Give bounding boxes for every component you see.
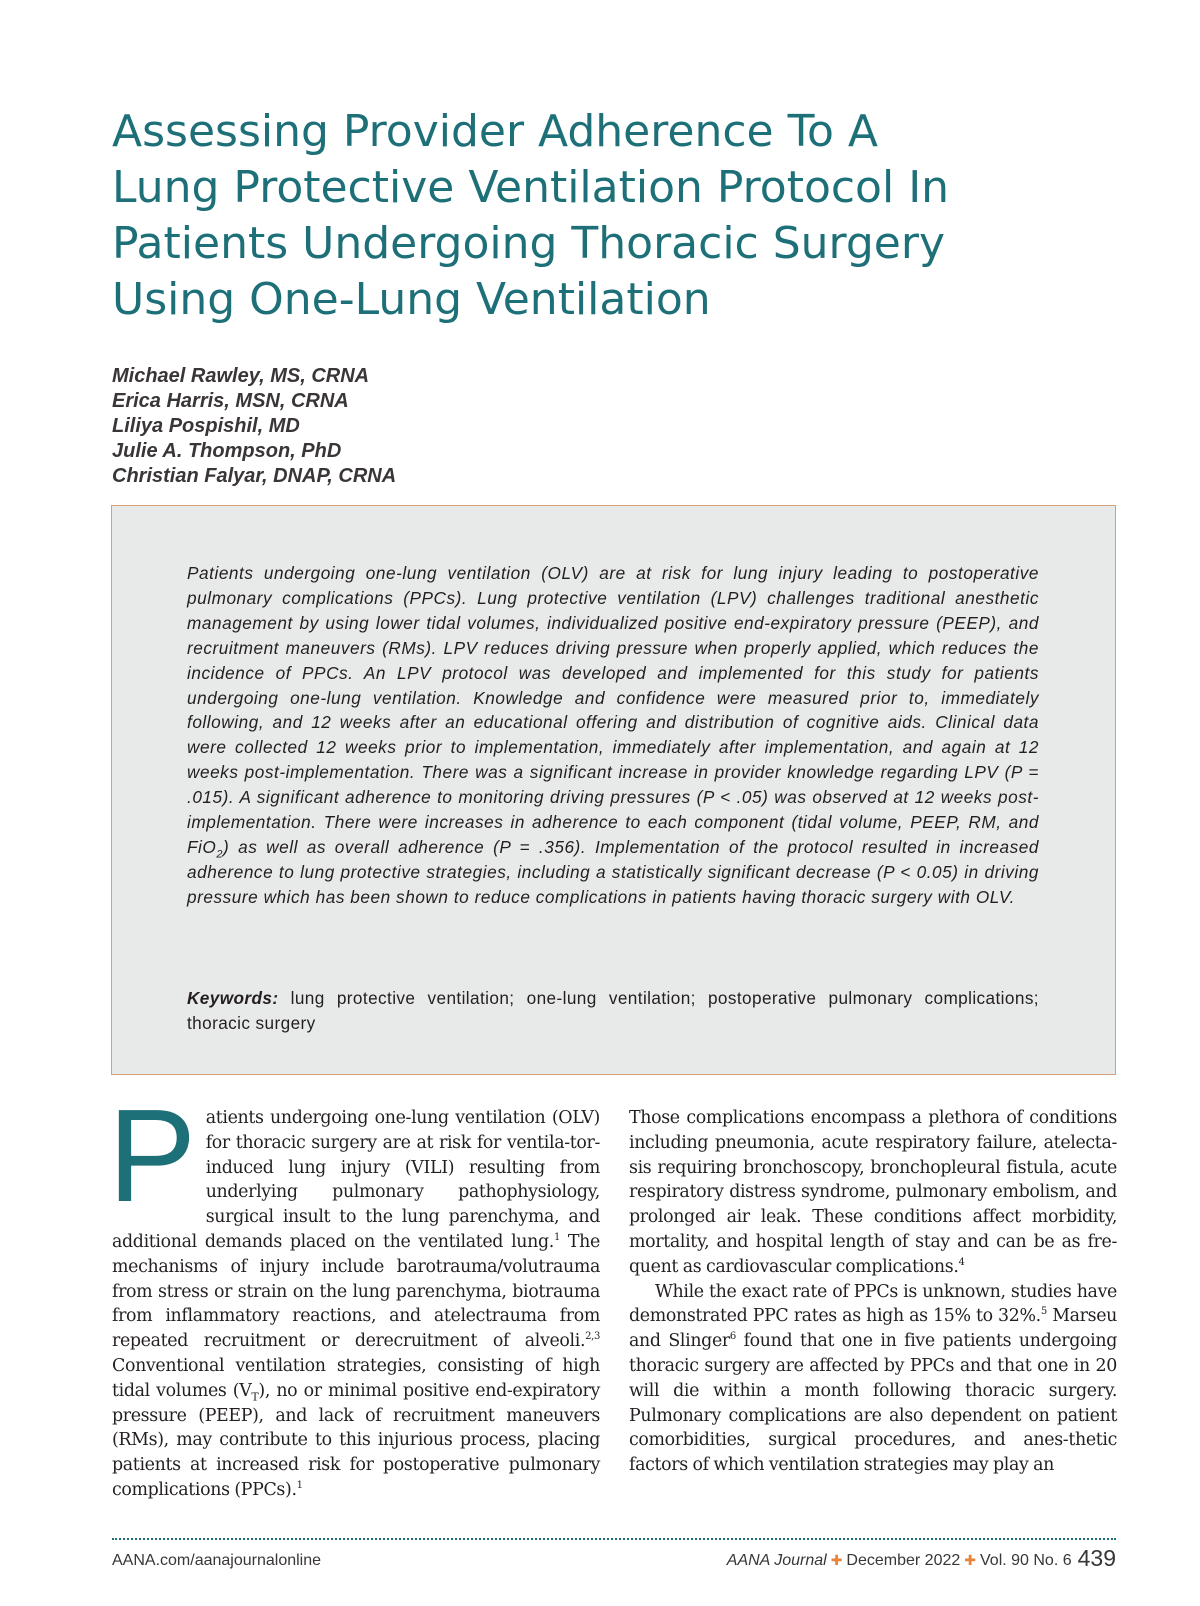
citation-ref: 4: [958, 1256, 965, 1268]
citation-ref: 1: [553, 1231, 560, 1243]
citation-ref: 6: [729, 1331, 736, 1343]
article-title: [112, 104, 1072, 328]
separator-icon: ✚: [830, 1552, 843, 1568]
author: Liliya Pospishil, MD: [112, 415, 300, 437]
vt-subscript: T: [251, 1390, 259, 1404]
keywords-label: Keywords:: [187, 988, 279, 1008]
body-text: The mechanisms of injury include barotrauma/volutrauma from stress or strain on the lung parenchyma, biotrauma from inflammatory reactions, and atelectrauma from repeated recruitment or derecruitment of alveoli.: [112, 1231, 600, 1352]
fio2-subscript: 2: [216, 848, 224, 861]
abstract-text-part: Patients undergoing one-lung ventilation (OLV) are at risk for lung injury leading to postoperative pulmonary complications (PPCs). Lung protective ventilation (LPV) challenges traditional anesthetic management by using lower tidal volumes, individualized positive end-expiratory pressure (PEEP), and recruitment maneuvers (RMs). LPV reduces driving pressure when properly applied, which reduces the incidence of PPCs. An LPV protocol was developed and implemented for this study for patients undergoing one-lung ventilation. Knowledge and confidence were measured prior to, immediately following, and 12 weeks after an educational offering and distribution of cognitive aids. Clinical data were collected 12 weeks prior to implementation, immediately after implementation, and again at 12 weeks post-implementation. There was a significant increase in provider knowledge regarding LPV (P = .015). A significant adherence to monitoring driving pressures (P < .05) was observed at 12 weeks post-implementation. There were increases in adherence to each component (tidal volume, PEEP, RM, and FiO: [187, 563, 1039, 857]
abstract-box: [111, 505, 1116, 1075]
volume-issue: Vol. 90 No. 6: [980, 1552, 1072, 1569]
body-text: While the exact rate of PPCs is unknown, studies have demonstrated PPC rates as high as 15% to 32%.: [629, 1281, 1117, 1327]
author-list: [112, 364, 712, 489]
body-column-left: [108, 1082, 600, 1503]
issue-date: December 2022: [846, 1552, 961, 1569]
title-line: Assessing Provider Adherence To A: [112, 106, 878, 157]
body-text: ), no or minimal positive end-expiratory pressure (PEEP), and lack of recruitment maneuvers (RMs), may contribute to this injurious process, placing patients at increased risk for postoperative pulmonary complications (PPCs).: [112, 1380, 600, 1500]
citation-ref: 1: [296, 1479, 303, 1491]
body-text: found that one in five patients undergoing thoracic surgery are affected by PPCs and that one in 20 will die within a month following thoracic surgery. Pulmonary complications are also dependent on patient comorbidities, surgical procedures, and anes-thetic factors of which ventilation strategies may play an: [629, 1331, 1118, 1476]
body-column-right: [629, 1106, 1117, 1478]
footer-citation: [727, 1545, 1116, 1572]
body-text: Marseu and Slinger: [629, 1306, 1117, 1352]
footer-divider: [112, 1538, 1116, 1540]
body-paragraph: [629, 1280, 1117, 1478]
title-line: Lung Protective Ventilation Protocol In: [112, 162, 950, 213]
body-text: Those complications encompass a plethora of conditions including pneumonia, acute respiratory failure, atelecta-sis requiring bronchoscopy, bronchopleural fistula, acute respiratory distress syndrome, pulmonary embolism, and prolonged air leak. These conditions affect morbidity, mortality, and hospital length of stay and can be as fre-quent as cardiovascular complications.: [629, 1108, 1117, 1277]
citation-ref: 2,3: [585, 1331, 600, 1343]
title-line: Patients Undergoing Thoracic Surgery: [112, 218, 945, 269]
keywords: [187, 986, 1039, 1036]
page-number: 439: [1077, 1545, 1116, 1571]
body-text: atients undergoing one-lung ventilation (OLV) for thoracic surgery are at risk for ventila-tor-induced lung injury (VILI) resulting from underlying pulmonary pathophysiology, surgical insult to the lung parenchyma, and additional demands placed on the ventilated lung.: [112, 1108, 600, 1252]
body-text: Conventional ventilation strategies, consisting of high tidal volumes (V: [112, 1355, 600, 1401]
abstract-text-part: ) as well as overall adherence (P = .356). Implementation of the protocol resulted in increased adherence to lung protective strategies, including a statistically significant decrease (P < 0.05) in driving pressure which has been shown to reduce complications in patients having thoracic surgery with OLV.: [187, 836, 1039, 907]
author: Erica Harris, MSN, CRNA: [112, 390, 349, 412]
keywords-text: lung protective ventilation; one-lung ventilation; postoperative pulmonary complications; thoracic surgery: [187, 988, 1039, 1033]
journal-name: AANA Journal: [726, 1552, 827, 1569]
footer-url[interactable]: AANA.com/aanajournalonline: [112, 1552, 322, 1569]
author: Michael Rawley, MS, CRNA: [112, 365, 370, 387]
citation-ref: 5: [1040, 1306, 1047, 1318]
drop-cap: P: [108, 1082, 196, 1229]
author: Julie A. Thompson, PhD: [112, 440, 342, 462]
author: Christian Falyar, DNAP, CRNA: [112, 465, 397, 487]
body-paragraph: [108, 1082, 600, 1503]
separator-icon: ✚: [964, 1552, 976, 1568]
body-paragraph: [629, 1106, 1117, 1280]
title-line: Using One-Lung Ventilation: [112, 274, 711, 325]
abstract-text: [187, 561, 1039, 910]
